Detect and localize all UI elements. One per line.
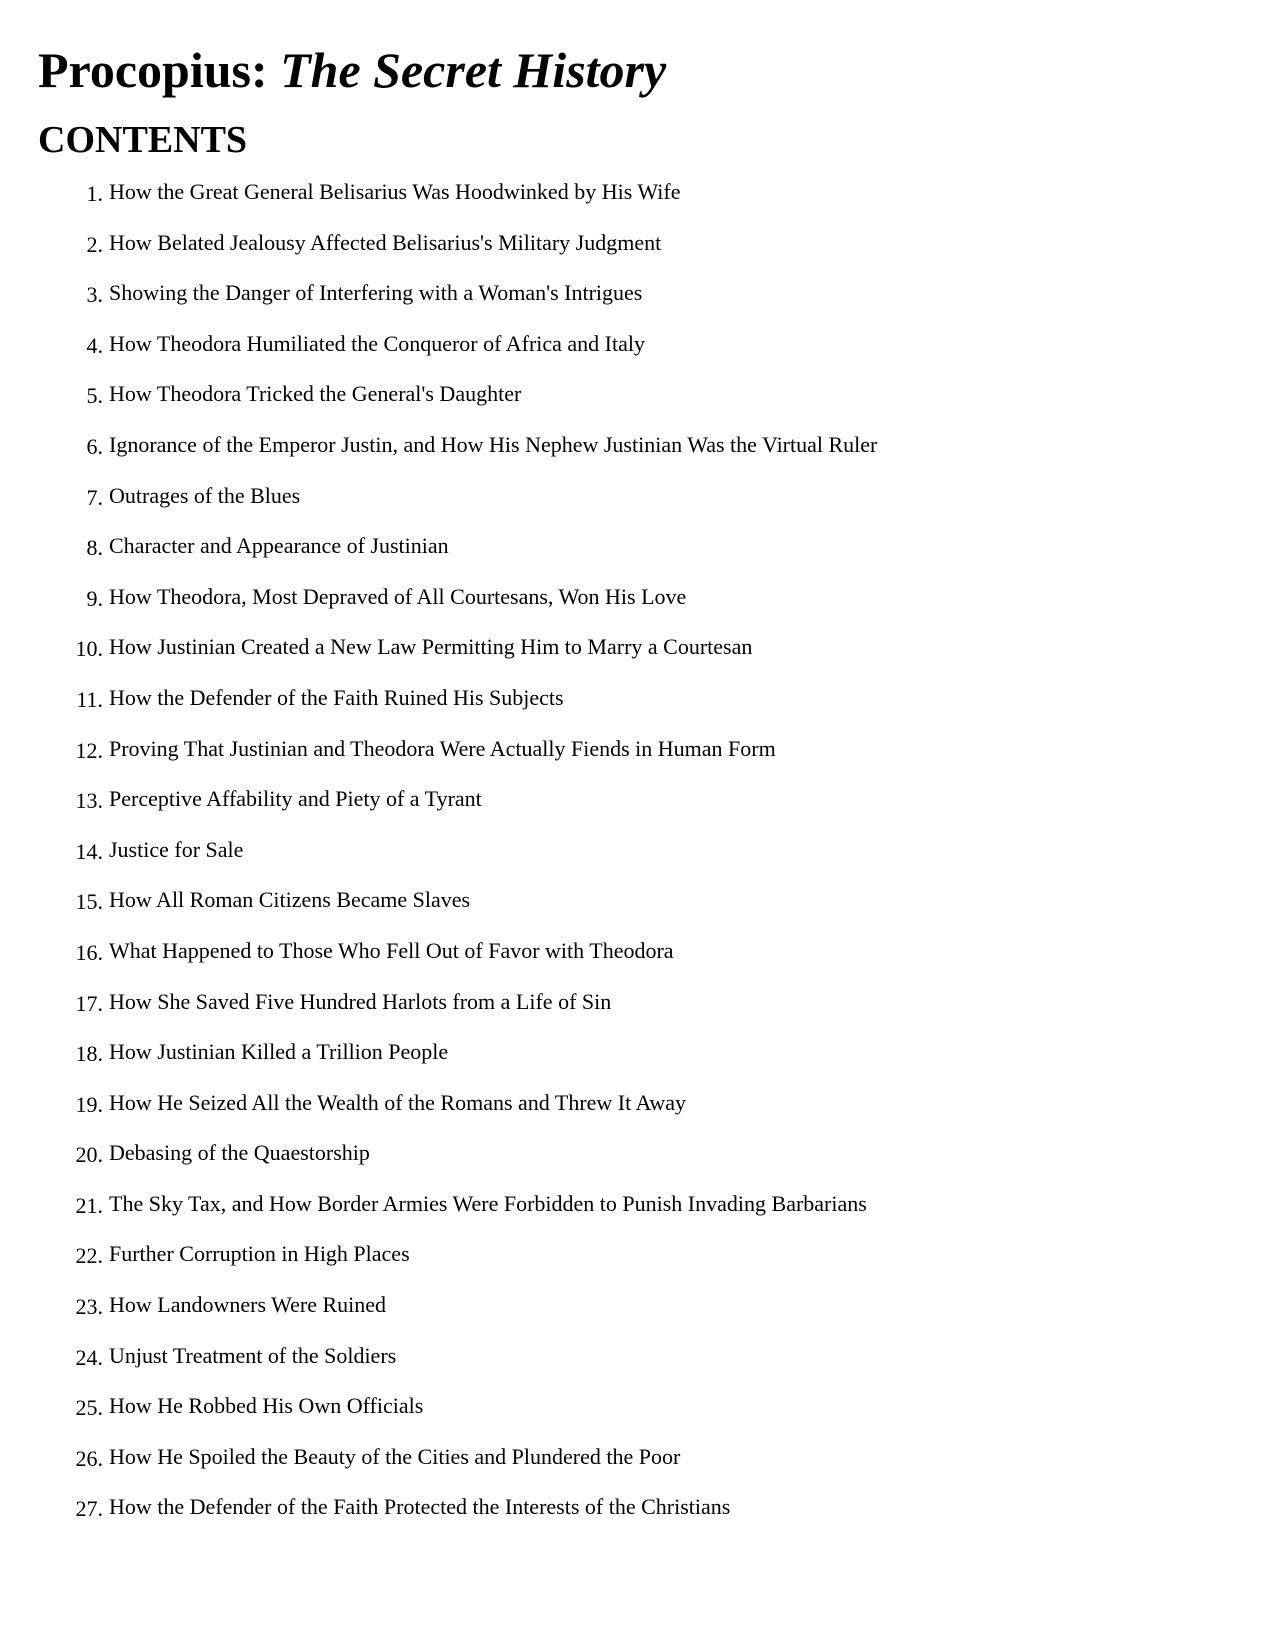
toc-item-title[interactable]: Unjust Treatment of the Soldiers: [109, 1342, 397, 1368]
toc-item-number: 10.: [75, 636, 103, 662]
toc-item-number: 6.: [86, 433, 103, 459]
toc-item-number: 18.: [75, 1041, 103, 1067]
toc-item-number: 12.: [75, 737, 103, 763]
toc-item-title[interactable]: How Theodora Tricked the General's Daughter: [109, 381, 522, 407]
toc-item-title[interactable]: Proving That Justinian and Theodora Were Actually Fiends in Human Form: [109, 735, 776, 761]
toc-item-number: 11.: [76, 686, 103, 712]
toc-item-number: 13.: [75, 788, 103, 814]
toc-item-number: 5.: [86, 383, 103, 409]
toc-item-number: 17.: [75, 990, 103, 1016]
toc-item-title[interactable]: How Justinian Created a New Law Permitting Him to Marry a Courtesan: [109, 634, 753, 660]
toc-item-number: 20.: [75, 1142, 103, 1168]
toc-item-title[interactable]: How the Defender of the Faith Ruined His Subjects: [109, 684, 564, 710]
toc-item-title[interactable]: Ignorance of the Emperor Justin, and How His Nephew Justinian Was the Virtual Ruler: [109, 431, 878, 457]
toc-item-title[interactable]: How Theodora, Most Depraved of All Courtesans, Won His Love: [109, 583, 687, 609]
toc-item-number: 2.: [86, 231, 103, 257]
toc-item-number: 16.: [75, 939, 103, 965]
contents-heading: CONTENTS: [38, 119, 248, 161]
toc-item-number: 14.: [75, 838, 103, 864]
toc-item-title[interactable]: How Belated Jealousy Affected Belisarius's Military Judgment: [109, 229, 662, 255]
toc-item-title[interactable]: Outrages of the Blues: [109, 482, 301, 508]
toc-item-title[interactable]: Character and Appearance of Justinian: [109, 533, 449, 559]
toc-item-title[interactable]: How He Seized All the Wealth of the Romans and Threw It Away: [109, 1089, 687, 1115]
toc-item-number: 21.: [75, 1192, 103, 1218]
toc-item-number: 3.: [86, 282, 103, 308]
document-title: [38, 38, 666, 102]
toc-item-title[interactable]: Further Corruption in High Places: [109, 1241, 410, 1267]
toc-item-number: 7.: [86, 484, 103, 510]
toc-item-title[interactable]: How the Great General Belisarius Was Hoodwinked by His Wife: [109, 179, 681, 204]
toc-item-title[interactable]: How Justinian Killed a Trillion People: [109, 1039, 449, 1065]
toc-item-title[interactable]: Perceptive Affability and Piety of a Tyrant: [109, 786, 482, 812]
toc-item-number: 27.: [75, 1496, 103, 1522]
toc-item-title[interactable]: What Happened to Those Who Fell Out of Favor with Theodora: [109, 937, 674, 963]
toc-item-number: 23.: [75, 1294, 103, 1320]
toc-item-title[interactable]: How He Robbed His Own Officials: [109, 1393, 424, 1419]
toc-item-number: 24.: [75, 1344, 103, 1370]
toc-item-number: 8.: [86, 535, 103, 561]
toc-item-title[interactable]: The Sky Tax, and How Border Armies Were Forbidden to Punish Invading Barbarians: [109, 1190, 867, 1216]
toc-item-title[interactable]: How the Defender of the Faith Protected the Interests of the Christians: [109, 1494, 731, 1520]
toc-item-title[interactable]: Justice for Sale: [109, 836, 244, 862]
title-author: Procopius:: [38, 42, 268, 98]
toc-item-number: 4.: [86, 332, 103, 358]
toc-item-title[interactable]: Debasing of the Quaestorship: [109, 1140, 370, 1166]
toc-item-number: 9.: [86, 585, 103, 611]
toc-item-number: 26.: [75, 1445, 103, 1471]
toc-item-title[interactable]: How She Saved Five Hundred Harlots from a Life of Sin: [109, 988, 612, 1014]
toc-item-number: 1.: [86, 181, 103, 206]
toc-item-number: 22.: [75, 1243, 103, 1269]
toc-item-number: 19.: [75, 1091, 103, 1117]
toc-item-title[interactable]: Showing the Danger of Interfering with a Woman's Intrigues: [109, 280, 643, 306]
toc-item-number: 15.: [75, 889, 103, 915]
toc-item-title[interactable]: How Landowners Were Ruined: [109, 1292, 387, 1318]
toc-item-title[interactable]: How He Spoiled the Beauty of the Cities and Plundered the Poor: [109, 1443, 681, 1469]
toc-item-number: 25.: [75, 1395, 103, 1421]
toc-item-title[interactable]: How Theodora Humiliated the Conqueror of Africa and Italy: [109, 330, 645, 356]
title-work: The Secret History: [280, 42, 667, 98]
toc-item-title[interactable]: How All Roman Citizens Became Slaves: [109, 887, 471, 913]
